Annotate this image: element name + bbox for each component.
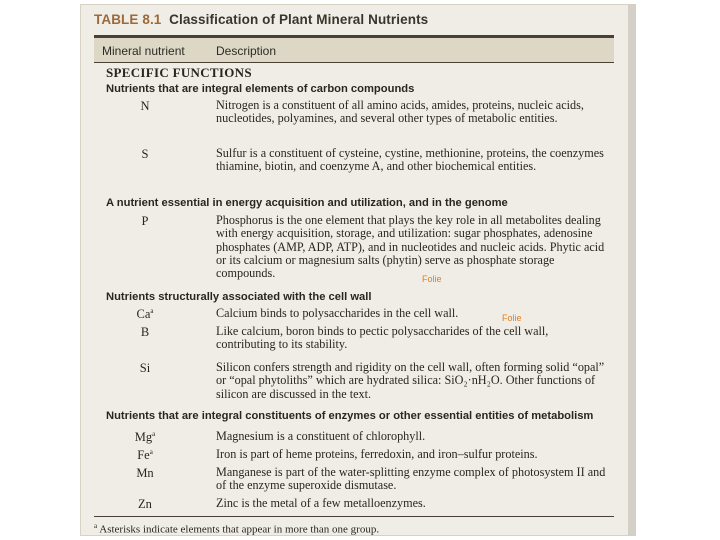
bottom-rule [94, 516, 614, 517]
element-symbol: Mn [136, 466, 154, 480]
element-description: Zinc is the metal of a few metalloenzymes. [216, 496, 426, 510]
footnote-mark: a [150, 307, 154, 315]
annotation-label: Folie [502, 313, 522, 323]
table-title-text: Classification of Plant Mineral Nutrients [169, 12, 429, 27]
element-description: Phosphorus is the one element that plays the key role in all metabolites dealing with energy acquisition, storage, and utilization: sugar phosphates, adenosine phosphates (AMP, ADP, ATP), and in nucleotides and nucleic acids. Phytic acid or its calcium or magnesium salts (phytin) serve as phosphate storage compounds. [216, 213, 605, 281]
header-rule [94, 62, 614, 63]
group-heading: A nutrient essential in energy acquisition and utilization, and in the genome [106, 197, 508, 209]
element-symbol: S [141, 147, 149, 161]
element-symbol [116, 430, 174, 445]
element-description: Magnesium is a constituent of chlorophyll. [216, 429, 426, 443]
group-heading: Nutrients that are integral constituents of enzymes or other essential entities of metabolism [106, 410, 594, 422]
footnote [94, 522, 379, 536]
element-symbol-text: Ca [136, 307, 151, 322]
element-description: Calcium binds to polysaccharides in the cell wall. [216, 306, 459, 320]
element-symbol [116, 307, 174, 322]
element-description: Like calcium, boron binds to pectic polysaccharides of the cell wall, contributing to its stability. [216, 324, 549, 352]
footnote-mark: a [152, 430, 156, 438]
element-symbol: B [140, 325, 150, 339]
textbook-page [80, 4, 630, 536]
table-number: TABLE 8.1 [94, 12, 162, 27]
table-title [94, 12, 428, 27]
element-symbol: P [141, 214, 149, 228]
element-description: Manganese is part of the water-splitting enzyme complex of photosystem II and of the enzyme superoxide dismutase. [216, 465, 606, 493]
element-symbol [116, 448, 174, 463]
footnote-text: Asterisks indicate elements that appear in more than one group. [99, 523, 380, 536]
page-edge [628, 4, 636, 536]
col-header-mineral-nutrient: Mineral nutrient [102, 44, 185, 58]
group-heading: Nutrients structurally associated with the cell wall [106, 291, 372, 303]
section-heading: SPECIFIC FUNCTIONS [106, 65, 252, 80]
footnote-mark: a [94, 522, 98, 530]
element-description: Nitrogen is a constituent of all amino acids, amides, proteins, nucleic acids, nucleotides, polyamines, and several other types of metabolic entities. [216, 98, 584, 126]
element-description: Silicon confers strength and rigidity on the cell wall, often forming solid “opal” or “opal phytoliths” which are hydrated silica: SiO₂·nH₂O. Other functions of silicon are discussed in the text. [216, 360, 605, 401]
group-heading: Nutrients that are integral elements of carbon compounds [106, 83, 415, 95]
element-description: Iron is part of heme proteins, ferredoxin, and iron–sulfur proteins. [216, 447, 538, 461]
element-symbol: N [140, 99, 150, 113]
element-symbol-text: Fe [137, 448, 150, 463]
element-symbol: Si [139, 361, 151, 375]
element-description: Sulfur is a constituent of cysteine, cystine, methionine, proteins, the coenzymes thiamine, biotin, and coenzyme A, and other biochemical entities. [216, 146, 604, 174]
col-header-description: Description [216, 44, 277, 58]
element-symbol-text: Mg [134, 430, 153, 445]
element-symbol: Zn [138, 497, 152, 511]
footnote-mark: a [149, 448, 153, 456]
annotation-label: Folie [422, 274, 442, 284]
